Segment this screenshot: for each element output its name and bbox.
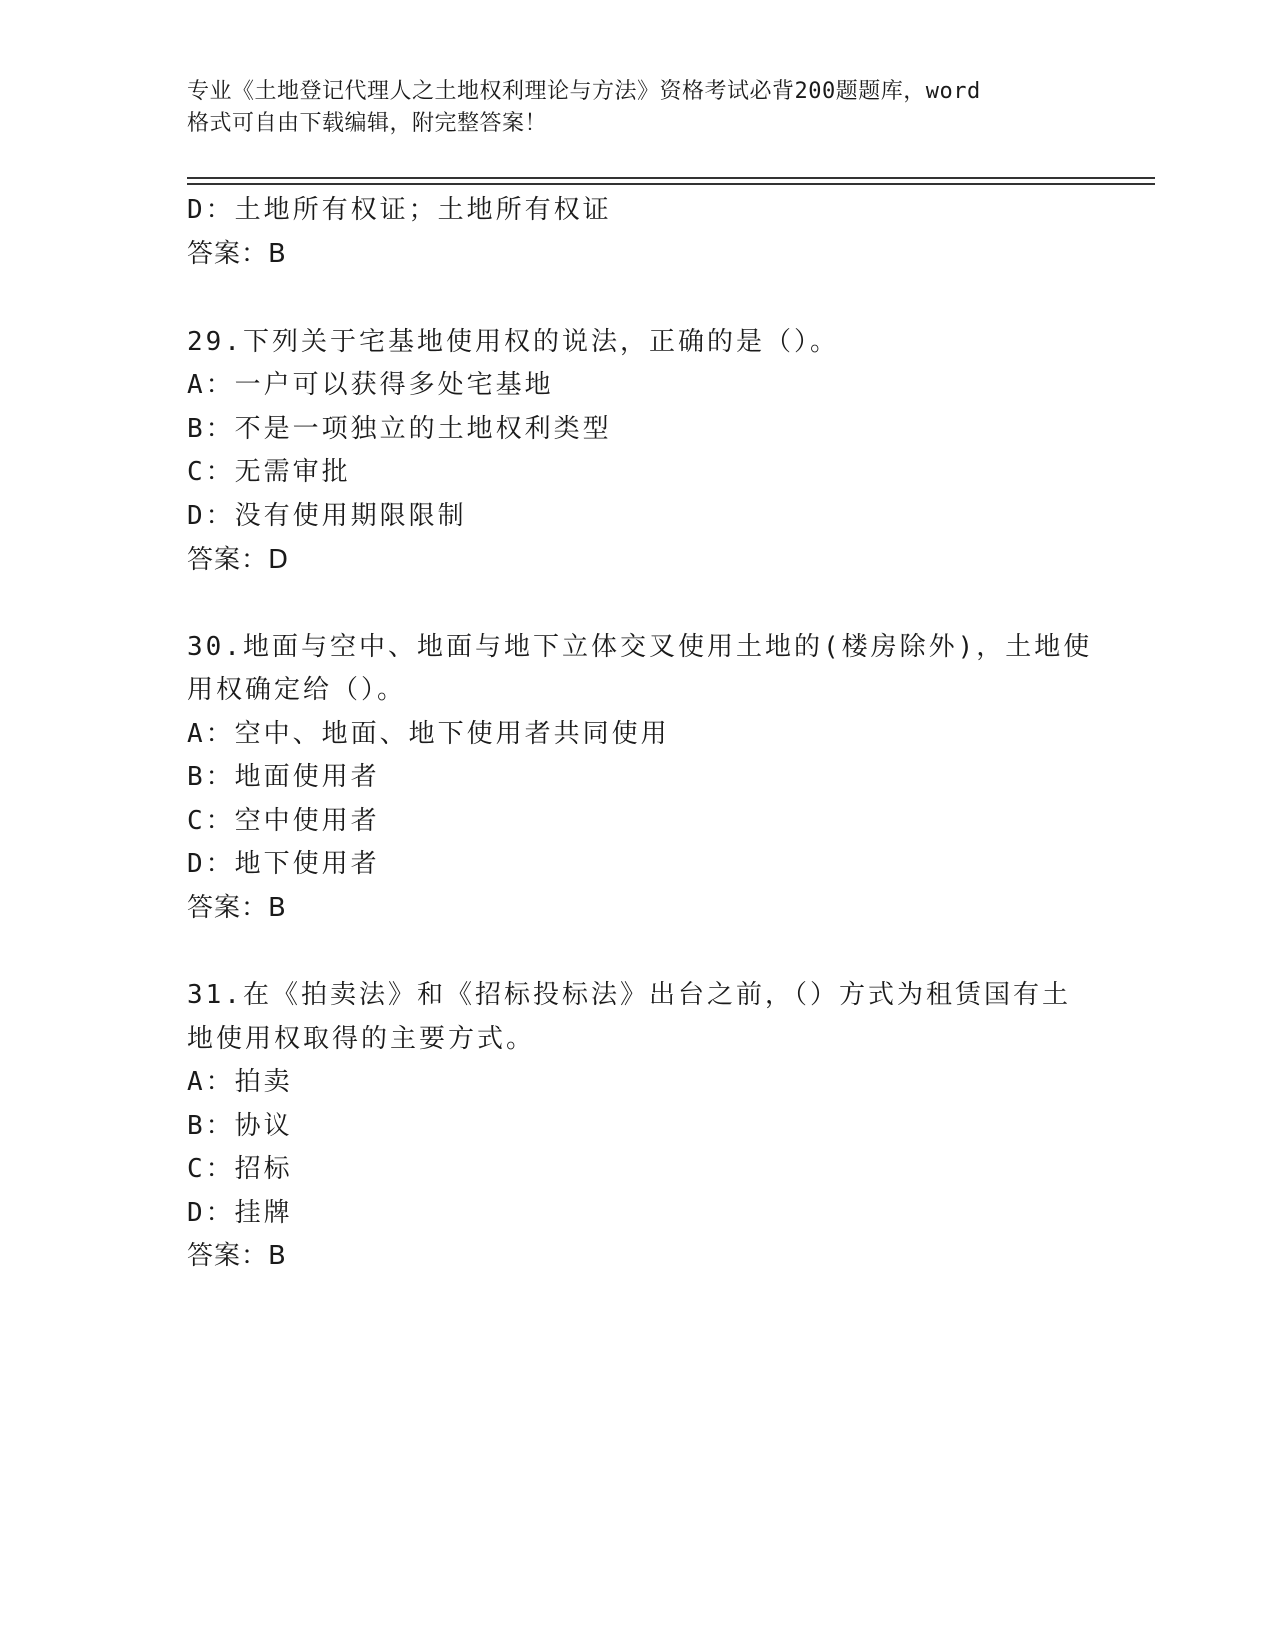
question-30-option-b: B：地面使用者: [187, 762, 380, 792]
question-29-stem: 29.下列关于宅基地使用权的说法，正确的是（）。: [187, 327, 839, 357]
document-header: [187, 76, 1067, 140]
question-30-option-d: D：地下使用者: [187, 849, 380, 879]
header-intro-line-2: 格式可自由下载编辑，附完整答案！: [187, 111, 548, 136]
header-divider-bottom: [187, 183, 1155, 185]
header-intro-line-1: 专业《土地登记代理人之土地权利理论与方法》资格考试必背200题题库，word: [187, 79, 981, 104]
question-31-stem-line-2: 地使用权取得的主要方式。: [187, 1024, 536, 1054]
question-30-option-a: A：空中、地面、地下使用者共同使用: [187, 719, 670, 749]
question-30-stem-line-2: 用权确定给（）。: [187, 675, 407, 705]
prev-option-d: D：土地所有权证；土地所有权证: [187, 195, 612, 225]
question-29-option-c: C：无需审批: [187, 457, 351, 487]
question-29-option-a: A：一户可以获得多处宅基地: [187, 370, 554, 400]
question-29-option-b: B：不是一项独立的土地权利类型: [187, 414, 612, 444]
header-divider-top: [187, 177, 1155, 179]
question-30-option-c: C：空中使用者: [187, 806, 380, 836]
question-29-option-d: D：没有使用期限限制: [187, 501, 467, 531]
question-31-answer: 答案：B: [187, 1241, 287, 1271]
question-30-answer: 答案：B: [187, 893, 287, 923]
question-30-stem-line-1: 30.地面与空中、地面与地下立体交叉使用土地的(楼房除外)，土地使: [187, 632, 1093, 662]
question-31-stem-line-1: 31.在《拍卖法》和《招标投标法》出台之前，（）方式为租赁国有土: [187, 980, 1071, 1010]
question-29-answer: 答案：D: [187, 545, 290, 575]
question-31-option-b: B：协议: [187, 1111, 293, 1141]
question-31-option-d: D：挂牌: [187, 1198, 293, 1228]
prev-answer: 答案：B: [187, 239, 287, 269]
question-31-option-a: A：拍卖: [187, 1067, 293, 1097]
question-31-option-c: C：招标: [187, 1154, 293, 1184]
